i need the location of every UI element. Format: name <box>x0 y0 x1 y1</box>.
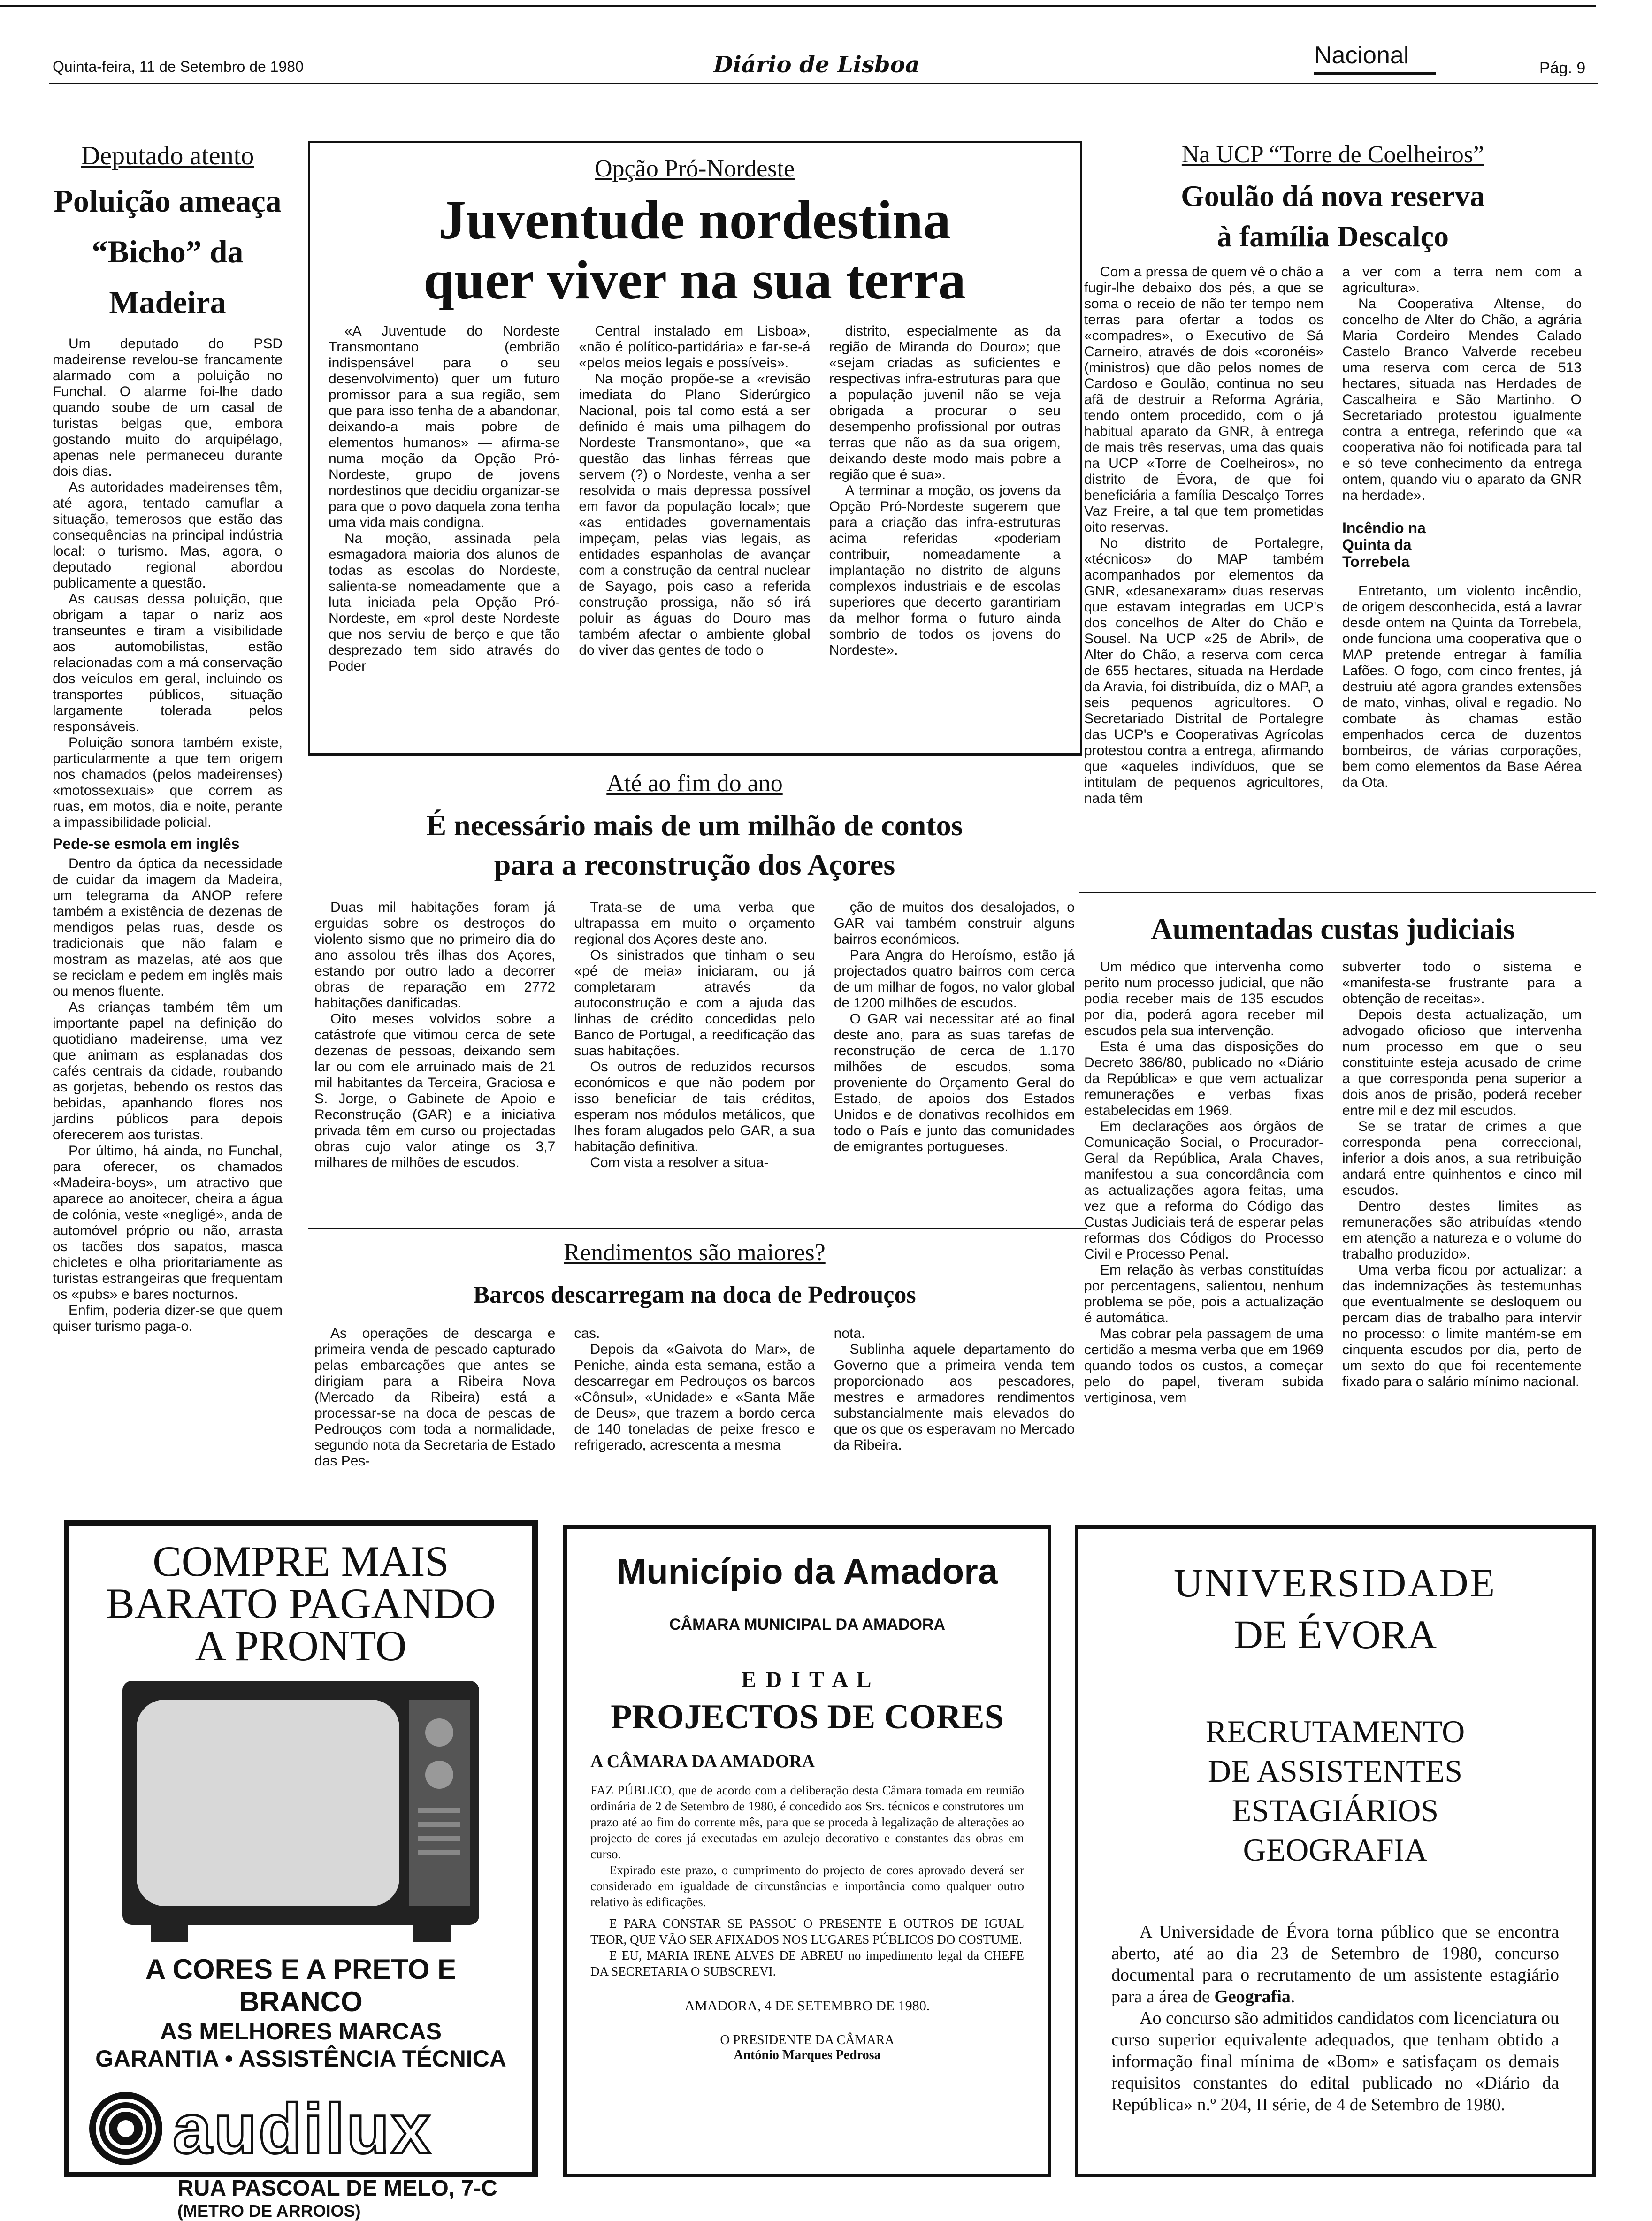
ad-address-2: (METRO DE ARROIOS) <box>177 2201 361 2221</box>
ad-line2: AS MELHORES MARCAS <box>160 2018 442 2045</box>
paragraph: Por último, há ainda, no Funchal, para oferecer, os chamados «Madeira-boys», um atractivo que aparece ao anoitecer, cheira a água de colónia, veste «negligé», anda de automóvel próprio ou não, arrasta os tacões dos sapatos, masca chicletes e olha prioritariamente as turistas estrangeiras que frequentam os «pubs» e bares nocturnos. <box>53 1143 283 1302</box>
ad-address: RUA PASCOAL DE MELO, 7-C <box>177 2176 497 2201</box>
column-1 <box>314 1326 555 1469</box>
paragraph: Dentro da óptica da necessidade de cuidar da imagem da Madeira, um telegrama da ANOP refere também a existência de dezenas de mendigos pelas ruas, desde os tradicionais que não falam e mostram as mazelas, até aos que se reciclam e pedem em inglês mais ou menos fluente. <box>53 856 283 999</box>
ad-signature-title: O PRESIDENTE DA CÂMARA <box>720 2033 895 2047</box>
article-goulao <box>1084 141 1582 807</box>
paragraph: Sublinha aquele departamento do Governo que a primeira venda tem proporcionado aos pescadores, mestres e armadores rendimentos substancialmente mais elevados do que os que os esperavam no Mercado da Ribeira. <box>834 1342 1075 1453</box>
paragraph: As causas dessa poluição, que obrigam a tapar o nariz aos transeuntes e tiram a visibilidade aos automobilistas, estão relacionadas com a má conservação dos veículos em geral, incluindo os transportes públicos, situação largamente tolerada pelos responsáveis. <box>53 591 283 734</box>
ad-subtitle: CÂMARA MUNICIPAL DA AMADORA <box>669 1616 946 1633</box>
article-headline: Barcos descarregam na doca de Pedrouços <box>473 1282 916 1308</box>
paragraph: Um deputado do PSD madeirense revelou-se francamente alarmado com a poluição no Funchal. O alarme foi-lhe dado quando soube de um casal de turistas belgas que, embora gostando muito do arquipélago, apenas nele permaneceu durante dois dias. <box>53 336 283 479</box>
brand-logo <box>88 2091 513 2166</box>
article-kicker: Até ao fim do ano <box>606 770 783 797</box>
paragraph: «A Juventude do Nordeste Transmontano (embrião indispensável para o seu desenvolvimento) quer um futuro promissor para a sua região, sem que para isso tenha de a abandonar, deixando-a mais pobre de elementos humanos» — afirma-se numa moção da Opção Pró-Nordeste, grupo de jovens nordestinos que decidiu organizar-se para que o povo daquela zona tenha uma vida mais condigna. <box>329 323 560 530</box>
paragraph: Trata-se de uma verba que ultrapassa em muito o orçamento regional dos Açores deste ano. <box>574 900 815 947</box>
ad-heading: PROJECTOS DE CORES <box>611 1698 1004 1736</box>
issue-date: Quinta-feira, 11 de Setembro de 1980 <box>53 58 304 75</box>
paragraph: As crianças também têm um importante papel na definição do quotidiano madeirense, uma vez que animam as esplanadas dos cafés centrais da cidade, roubando as gorjetas, bebendo os restos das bebidas, apanhando flores nos jardins públicos para depois oferecerem aos turistas. <box>53 1000 283 1143</box>
column-2 <box>574 900 815 1171</box>
paragraph: Esta é uma das disposições do Decreto 386/80, publicado no «Diário da República» e que vem actualizar remunerações e verbas fixas estabelecidas em 1969. <box>1084 1039 1323 1118</box>
paragraph: O GAR vai necessitar até ao final deste ano, para as suas tarefas de reconstrução de cerca de 1.170 milhões de escudos, soma proveniente do Orçamento Geral do Estado, de apoios dos Estados Unidos e de donativos recolhidos em todo o País e junto das comunidades de emigrantes portugueses. <box>834 1011 1075 1154</box>
ad-headline-line3: A PRONTO <box>195 1622 407 1670</box>
article-headline-line2: para a reconstrução dos Açores <box>494 848 895 881</box>
paragraph: Com a pressa de quem vê o chão a fugir-lhe debaixo dos pés, a que se soma o receio de não ter tempo nem terras para ofertar a todos os «compadres», o Executivo de Sá Carneiro, através de dois «coronéis» (ministros) que dão pelos nomes de Cardoso e Goulão, continua no seu afã de destruir a Reforma Agrária, tendo ontem procedido, com o já habitual aparato da GNR, à entrega de mais três reservas, uma das quais na UCP «Torre de Coelheiros», no distrito de Évora, de que foi beneficiária a família Descalço Torres Vaz Freire, a tal que tem prometidas oito reservas. <box>1084 264 1323 535</box>
paragraph: distrito, especialmente as da região de Miranda do Douro»; que «sejam criadas as suficientes e respectivas infra-estruturas para que a população juvenil não se veja obrigada a procurar o seu desempenho profissional por outras terras que não as da sua origem, deixando deste modo mais pobre a região que é sua». <box>829 323 1061 482</box>
article-pedroucos <box>314 1239 1075 1469</box>
ad-amadora <box>563 1525 1051 2177</box>
column-2 <box>574 1326 815 1469</box>
paragraph: Poluição sonora também existe, particularmente a que tem origem nos chamados (pelos madeirenses) «motossexuais» que correm as ruas, em motos, dia e noite, perante a impassibilidade policial. <box>53 735 283 830</box>
brand-name: audilux <box>173 2089 433 2168</box>
ad-body <box>1111 1921 1559 2115</box>
column-2 <box>1342 959 1582 1406</box>
article-subhead: Incêndio na Quinta da Torrebela <box>1342 519 1426 570</box>
paragraph: Central instalado em Lisboa», «não é político-partidária» e far-se-á «pelos meios legais e possíveis». <box>579 323 811 371</box>
paragraph: Entretanto, um violento incêndio, de origem desconhecida, está a lavrar desde ontem na Quinta da Torrebela, onde funciona uma cooperativa que o MAP pretende entregar à família Lafões. O fogo, com cinco frentes, já destruiu até agora grandes extensões de mato, vinhas, olival e regadio. No combate às chamas estão empenhados cerca de duzentos bombeiros, de várias corporações, bem como elementos da Base Aérea da Ota. <box>1342 583 1582 790</box>
paragraph: Duas mil habitações foram já erguidas sobre os destroços do violento sismo que no primeiro dia do ano assolou três ilhas dos Açores, estando por outro lado a decorrer obras de reparação em 2772 habitações danificadas. <box>314 900 556 1011</box>
ad-heading-line4: GEOGRAFIA <box>1243 1832 1428 1868</box>
paragraph: Depois desta actualização, um advogado oficioso que intervenha num processo em que o seu constituinte esteja acusado de crime a que corresponda pena superior a dois anos de prisão, poderá receber entre mil e dez mil escudos. <box>1342 1007 1582 1118</box>
paragraph: cas. <box>574 1326 600 1341</box>
paragraph: FAZ PÚBLICO, que de acordo com a deliberação desta Câmara tomada em reunião ordinária de 2 de Setembro de 1980, é concedido aos Srs. técnicos e construtores um prazo até ao fim do corrente mês, para que se proceda à legalização de alterações ao projecto de cores já executadas em azulejo decorativo e constantes das obras em curso. <box>590 1783 1024 1861</box>
article-headline: Aumentadas custas judiciais <box>1151 912 1515 946</box>
column-2 <box>1342 264 1582 807</box>
column-1 <box>314 900 555 1171</box>
paragraph: As operações de descarga e primeira venda de pescado capturado pelas embarcações que antes se dirigiam para a Ribeira Nova (Mercado da Ribeira) está a processar-se na doca de pescas de Pedrouços com toda a normalidade, segundo nota da Secretaria de Estado das Pes- <box>314 1326 556 1469</box>
ad-line1: A CORES E A PRETO E BRANCO <box>145 1954 457 2017</box>
ad-lead: A CÂMARA DA AMADORA <box>590 1752 815 1771</box>
ad-heading-line3: ESTAGIÁRIOS <box>1231 1793 1439 1828</box>
area-name: Geografia <box>1214 1987 1291 2007</box>
article-nordeste <box>329 155 1061 674</box>
article-body <box>53 336 283 831</box>
article-headline-line1: Goulão dá nova reserva <box>1181 179 1485 213</box>
ad-headline-line2: BARATO PAGANDO <box>106 1580 496 1627</box>
paragraph: Ao concurso são admitidos candidatos com licenciatura ou curso superior equivalente adequados, que tenham obtido a informação final mínima de «Bom» e satisfaçam os demais requisitos constantes do edital publicado no «Diário da República» n.º 204, II série, de 4 de Setembro de 1980. <box>1111 2008 1559 2114</box>
paragraph: Uma verba ficou por actualizar: a das indemnizações às testemunhas que eventualmente se desloquem ou percam dias de trabalho para intervir no processo: o limite mantém-se em cinquenta escudos por dia, perto de um sexto do que foi recentemente fixado para o salário mínimo nacional. <box>1342 1262 1582 1389</box>
article-kicker: Opção Pró-Nordeste <box>595 155 795 182</box>
column-1 <box>329 323 560 674</box>
article-kicker: Deputado atento <box>81 141 254 170</box>
column-3 <box>834 1326 1075 1469</box>
ad-signature-name: António Marques Pedrosa <box>734 2048 881 2062</box>
paragraph: E PARA CONSTAR SE PASSOU O PRESENTE E OUTROS DE IGUAL TEOR, QUE VÃO SER AFIXADOS NOS LUGARES PÚBLICOS DO COSTUME. <box>590 1916 1024 1946</box>
article-acores <box>314 770 1075 1171</box>
paragraph: A Universidade de Évora torna público que se encontra aberto, até ao dia 23 de Setembro de 1980, concurso documental para o recrutamento de um assistente estagiário para a área de Geografia. <box>1111 1922 1559 2007</box>
article-custas <box>1084 910 1582 1406</box>
section-name: Nacional <box>1314 41 1436 75</box>
ad-audilux <box>64 1520 538 2221</box>
article-kicker: Na UCP “Torre de Coelheiros” <box>1181 141 1484 168</box>
paragraph: subverter todo o sistema e «manifesta-se frustrante para a obtenção de receitas». <box>1342 959 1582 1007</box>
article-headline-line2: à família Descalço <box>1216 220 1449 253</box>
paragraph: A terminar a moção, os jovens da Opção Pró-Nordeste sugerem que para a criação das infra-estruturas acima referidas «poderiam contribuir, nomeadamente a implantação no distrito de alguns complexos industriais e de escolas superiores que decerto garantiriam da melhor forma o futuro ainda sombrio de todos os jovens do Nordeste». <box>829 483 1061 658</box>
column-1 <box>1084 264 1323 807</box>
ad-headline-line1: COMPRE MAIS <box>153 1537 449 1585</box>
article-bicho <box>53 141 283 1335</box>
column-3 <box>829 323 1061 674</box>
paragraph: Os sinistrados que tinham o seu «pé de meia» iniciaram, ou já completaram através da autoconstrução e com a ajuda das linhas de crédito concedidas pelo Banco de Portugal, a reedificação das suas habitações. <box>574 947 815 1059</box>
paragraph: Mas cobrar pela passagem de uma certidão a mesma verba que em 1969 quando todos os custos, a começar pelo do papel, tiveram subida vertiginosa, vem <box>1084 1326 1323 1405</box>
ad-heading-line1: RECRUTAMENTO <box>1205 1714 1465 1749</box>
column-1 <box>1084 959 1323 1406</box>
article-headline: Poluição ameaça “Bicho” da Madeira <box>54 183 282 320</box>
article-headline-line2: quer viver na sua terra <box>423 249 966 311</box>
paragraph: Oito meses volvidos sobre a catástrofe que vitimou cerca de sete dezenas de pessoas, deixando sem lar ou com ele arruinado mais de 21 mil habitantes da Terceira, Graciosa e S. Jorge, o Gabinete de Apoio e Reconstrução (GAR) e a iniciativa privada têm em curso ou projectadas obras cujo valor atinge os 3,7 milhares de milhões de escudos. <box>314 1011 556 1170</box>
paragraph: Em declarações aos órgãos de Comunicação Social, o Procurador-Geral da República, Arala Chaves, manifestou a sua concordância com as actualizações agora feitas, uma vez que a reforma do Código das Custas Judiciais terá de esperar pelas reformas dos Códigos do Processo Civil e Processo Penal. <box>1084 1119 1323 1262</box>
column-3 <box>834 900 1075 1171</box>
divider <box>1079 892 1596 893</box>
ad-edital: E D I T A L <box>741 1667 873 1692</box>
article-body-2 <box>53 856 283 1335</box>
paragraph: Um médico que intervenha como perito num processo judicial, que não podia receber mais de 135 escudos por dia, poderá agora receber mil escudos pela sua intervenção. <box>1084 959 1323 1038</box>
column-2 <box>579 323 810 674</box>
paragraph: nota. <box>834 1326 865 1341</box>
paragraph: Depois da «Gaivota do Mar», de Peniche, ainda esta semana, estão a descarregar em Pedrouços os barcos «Cônsul», «Unidade» e «Santa Mãe de Deus», que trazem a bordo cerca de 140 toneladas de peixe fresco e refrigerado, acrescenta a mesma <box>574 1342 815 1453</box>
ad-line3: GARANTIA • ASSISTÊNCIA TÉCNICA <box>95 2045 506 2072</box>
paragraph: E EU, MARIA IRENE ALVES DE ABREU no impedimento legal da CHEFE DA SECRETARIA O SUBSCREVI. <box>590 1948 1024 1978</box>
paragraph: As autoridades madeirenses têm, até agora, tentado camuflar a situação, temerosos que estão das consequências na principal indústria local: o turismo. Mas, agora, o deputado regional abordou publicamente a questão. <box>53 480 283 591</box>
ad-title-line1: UNIVERSIDADE <box>1173 1560 1497 1605</box>
paragraph: Na Cooperativa Altense, do concelho de Alter do Chão, a agrária Maria Cordeiro Mendes Calado Castelo Branco Valverde recebeu uma reserva com cerca de 513 hectares, situada nas Herdades de Cascalheira e São Martinho. O Secretariado protestou igualmente contra a entrega, referindo que «a cooperativa não foi notificada para tal e só teve conhecimento da entrega ontem, quando viu o aparato da GNR na herdade». <box>1342 296 1582 503</box>
paragraph: Na moção propõe-se a «revisão imediata do Plano Siderúrgico Nacional, pois tal como está a ser definido é mais uma pilhagem do Nordeste Transmontano», que «a questão das linhas férreas que servem (?) o Nordeste, venha a ser resolvida o mais depressa possível em favor da população local»; que «as entidades governamentais impeçam, pelas vias legais, as entidades espanholas de avançar com a construção da central nuclear de Sayago, pois caso a referida construção prossiga, não só irá poluir as águas do Douro mas também afectar o ambiente global do viver das gentes de todo o <box>579 371 811 658</box>
television-icon <box>122 1681 479 1944</box>
ad-title: Município da Amadora <box>616 1552 998 1592</box>
ad-title-line2: DE ÉVORA <box>1233 1612 1437 1657</box>
paragraph: No distrito de Portalegre, «técnicos» do MAP também acompanhados por elementos da GNR, «desanexaram» duas reservas que estavam integradas em UCP's dos concelhos de Alter do Chão e Sousel. Na UCP «25 de Abril», de Alter do Chão, a reserva com cerca de 655 hectares, situada na Herdade da Aravia, foi distribuída, diz o MAP, a seis pequenos agricultores. O Secretariado Distrital de Portalegre das UCP's e Cooperativas Agrícolas protestou contra a entrega, afirmando que «aqueles indivíduos, que se intitulam de pequenos agricultores, nada têm <box>1084 535 1323 806</box>
article-headline-line1: É necessário mais de um milhão de contos <box>426 809 963 842</box>
paragraph-text: A Universidade de Évora torna público que se encontra aberto, até ao dia 23 de Setembro de 1980, concurso documental para o recrutamento de um assistente estagiário para a área de <box>1111 1922 1559 2007</box>
paragraph: Em relação às verbas constituídas por percentagens, salientou, nenhum problema se põe, pois a actualização é automática. <box>1084 1262 1323 1326</box>
paragraph: Para Angra do Heroísmo, estão já projectados quatro bairros com cerca de um milhar de fogos, no valor global de 1200 milhões de escudos. <box>834 947 1075 1011</box>
ad-body <box>590 1782 1024 1979</box>
ad-heading-line2: DE ASSISTENTES <box>1208 1753 1463 1789</box>
paragraph: Expirado este prazo, o cumprimento do projecto de cores aprovado deverá ser considerado em igualdade de circunstâncias e importância como qualquer outro relativo às edificações. <box>590 1863 1024 1909</box>
article-subhead: Pede-se esmola em inglês <box>53 835 240 852</box>
divider <box>308 1228 1087 1229</box>
paragraph: Dentro destes limites as remunerações são atribuídas «tendo em atenção a natureza e o volume do trabalho produzido». <box>1342 1198 1582 1262</box>
newspaper-name: Diário de Lisboa <box>713 52 920 78</box>
page-number: Pág. 9 <box>1539 59 1586 77</box>
paragraph: Com vista a resolver a situa- <box>590 1155 769 1170</box>
article-kicker: Rendimentos são maiores? <box>564 1239 826 1266</box>
paragraph: Se se tratar de crimes a que corresponda pena correccional, inferior a dois anos, a sua retribuição andará entre quinhentos e cinco mil escudos. <box>1342 1119 1582 1198</box>
audilux-logo-icon <box>88 2091 163 2166</box>
paragraph: Enfim, poderia dizer-se que quem quiser turismo paga-o. <box>53 1303 283 1334</box>
ad-evora <box>1075 1525 1596 2177</box>
paragraph: Os outros de reduzidos recursos económicos e que não podem por isso beneficiar de tais créditos, esperam nos módulos metálicos, que lhes foram alugados pelo GAR, a sua habitação definitiva. <box>574 1059 815 1154</box>
article-headline-line1: Juventude nordestina <box>438 189 951 251</box>
paragraph: Na moção, assinada pela esmagadora maioria dos alunos de todas as escolas do Nordeste, salienta-se nomeadamente que a luta iniciada pela Opção Pró-Nordeste, em «prol deste Nordeste que nos serviu de berço e que tão desprezado tem sido através do Poder <box>329 531 560 674</box>
paragraph: ção de muitos dos desalojados, o GAR vai também construir alguns bairros económicos. <box>834 900 1075 947</box>
paragraph: a ver com a terra nem com a agricultura». <box>1342 264 1582 296</box>
ad-date: AMADORA, 4 DE SETEMBRO DE 1980. <box>684 1998 930 2014</box>
